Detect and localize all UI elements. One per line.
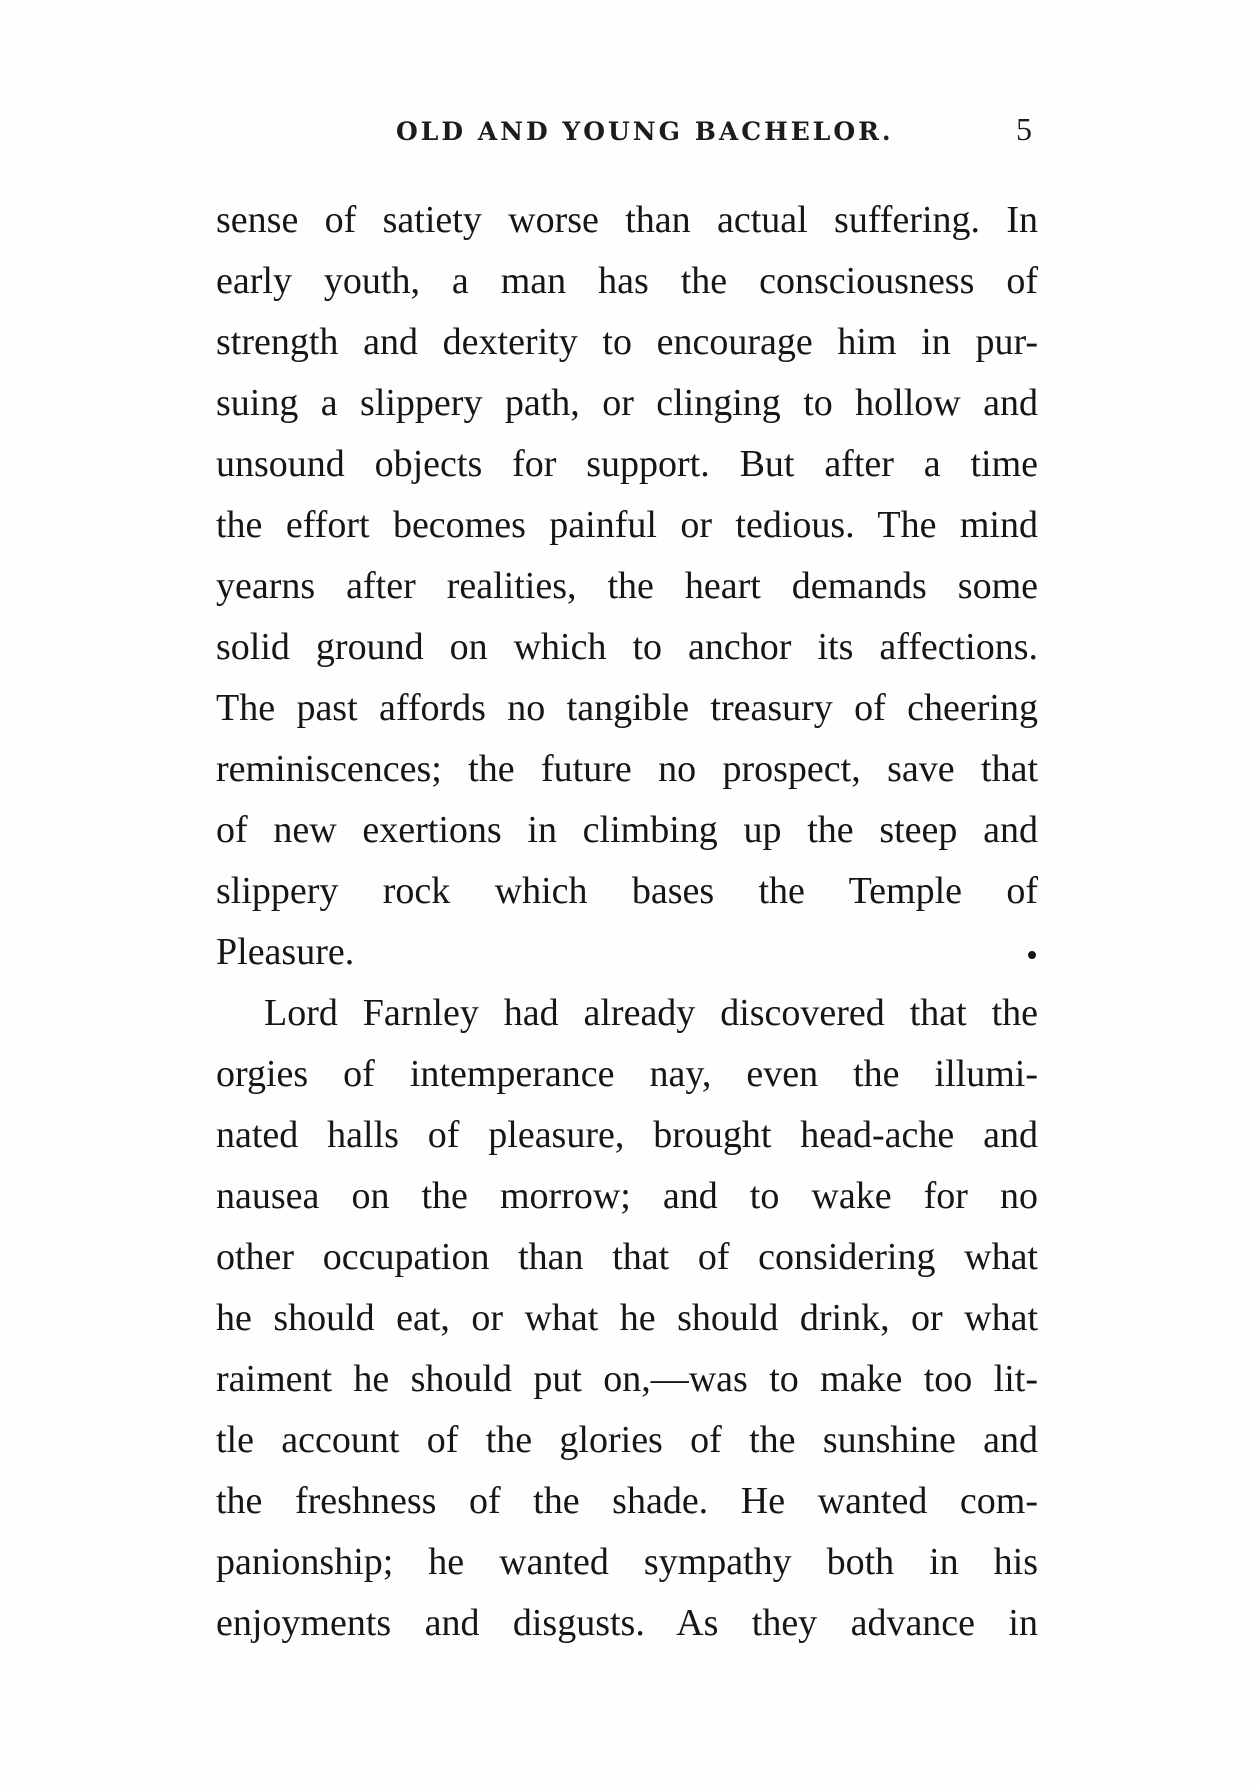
text-line: he should eat, or what he should drink, or what (216, 1297, 1038, 1339)
text-line: Lord Farnley had already discovered that the (264, 992, 1038, 1034)
text-line: Pleasure. (216, 931, 355, 973)
text-line: sense of satiety worse than actual suffering. In (216, 199, 1038, 241)
text-line: reminiscences; the future no prospect, save that (216, 748, 1038, 790)
text-line: suing a slippery path, or clinging to hollow and (216, 382, 1038, 424)
text-line: other occupation than that of considering what (216, 1236, 1038, 1278)
ink-speck (1028, 951, 1036, 959)
body-text (216, 190, 1038, 1654)
text-line: orgies of intemperance nay, even the illumi- (216, 1053, 1038, 1095)
text-line: The past affords no tangible treasury of cheering (216, 687, 1038, 729)
text-line: solid ground on which to anchor its affections. (216, 626, 1038, 668)
text-line: nausea on the morrow; and to wake for no (216, 1175, 1038, 1217)
running-title: OLD AND YOUNG BACHELOR. (396, 117, 894, 146)
text-line: the effort becomes painful or tedious. The mind (216, 504, 1038, 546)
text-line: yearns after realities, the heart demands some (216, 565, 1038, 607)
text-line: the freshness of the shade. He wanted com- (216, 1480, 1038, 1522)
text-line: of new exertions in climbing up the steep and (216, 809, 1038, 851)
text-line: tle account of the glories of the sunshine and (216, 1419, 1038, 1461)
text-line: enjoyments and disgusts. As they advance in (216, 1602, 1038, 1644)
page-number: 5 (1016, 111, 1032, 147)
text-line: strength and dexterity to encourage him in pur- (216, 321, 1038, 363)
text-line: unsound objects for support. But after a time (216, 443, 1038, 485)
text-line: raiment he should put on,—was to make too lit- (216, 1358, 1038, 1400)
text-line: nated halls of pleasure, brought head-ache and (216, 1114, 1038, 1156)
text-line: slippery rock which bases the Temple of (216, 870, 1038, 912)
text-line: panionship; he wanted sympathy both in his (216, 1541, 1038, 1583)
paragraph-end-line (216, 922, 1038, 983)
text-line: early youth, a man has the consciousness of (216, 260, 1038, 302)
running-head (216, 113, 1038, 153)
